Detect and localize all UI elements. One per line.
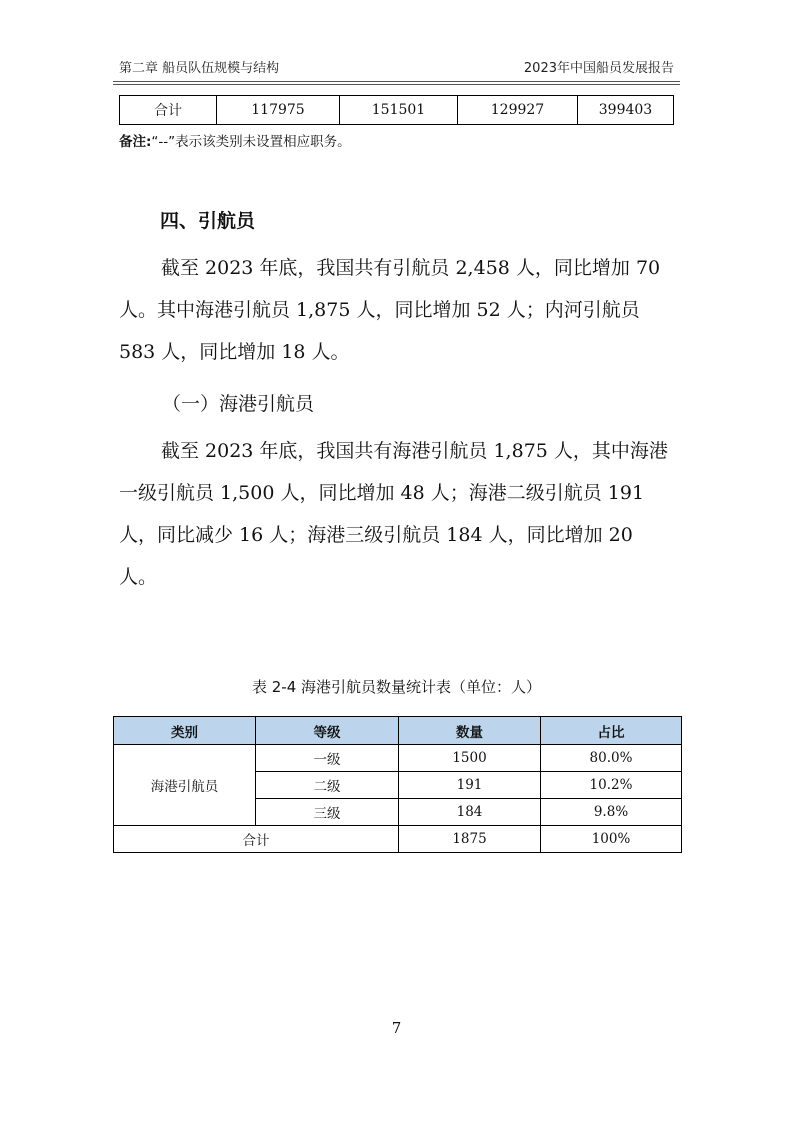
note-text: “--”表示该类别未设置相应职务。 <box>151 134 351 150</box>
subsection-heading: （一）海港引航员 <box>162 393 315 415</box>
header-count: 数量 <box>399 717 541 745</box>
paragraph <box>119 247 674 373</box>
count-cell: 184 <box>399 799 541 826</box>
header-rule <box>113 84 680 85</box>
table-cell: 129927 <box>458 96 578 125</box>
count-cell: 191 <box>399 772 541 799</box>
table-note <box>119 130 351 150</box>
section-heading: 四、引航员 <box>160 210 256 232</box>
table-header-row <box>114 717 682 745</box>
table-cell: 合计 <box>120 96 217 125</box>
running-header-report-title: 2023年中国船员发展报告 <box>523 61 674 76</box>
header-share: 占比 <box>541 717 682 745</box>
paragraph-text: 截至 2023 年底，我国共有引航员 2,458 人，同比增加 70 人。其中海港引航员 1,875 人，同比增加 52 人；内河引航员 583 人，同比增加 18 人。 <box>119 257 661 363</box>
table-cell: 117975 <box>217 96 340 125</box>
header-category: 类别 <box>114 717 256 745</box>
table-caption: 表 2-4 海港引航员数量统计表（单位：人） <box>251 678 542 696</box>
paragraph-text: 截至 2023 年底，我国共有海港引航员 1,875 人，其中海港一级引航员 1,500 人，同比增加 48 人；海港二级引航员 191 人，同比减少 16 人；海港三级引航员 184 人，同比增加 20 人。 <box>119 440 668 588</box>
level-cell: 一级 <box>256 745 399 772</box>
pilot-statistics-table <box>113 716 682 853</box>
total-label-cell: 合计 <box>114 826 399 853</box>
table-total-row <box>114 826 682 853</box>
count-cell: 1500 <box>399 745 541 772</box>
table-row <box>114 745 682 772</box>
table-row <box>120 96 674 125</box>
header-rule <box>113 81 680 82</box>
share-cell: 10.2% <box>541 772 682 799</box>
level-cell: 三级 <box>256 799 399 826</box>
level-cell: 二级 <box>256 772 399 799</box>
table-cell: 151501 <box>340 96 458 125</box>
share-cell: 80.0% <box>541 745 682 772</box>
category-cell: 海港引航员 <box>114 745 256 826</box>
page-number: 7 <box>391 1019 402 1037</box>
running-header-chapter: 第二章 船员队伍规模与结构 <box>119 61 280 76</box>
total-share-cell: 100% <box>541 826 682 853</box>
total-count-cell: 1875 <box>399 826 541 853</box>
header-level: 等级 <box>256 717 399 745</box>
share-cell: 9.8% <box>541 799 682 826</box>
note-label: 备注: <box>119 134 152 150</box>
table-cell: 399403 <box>578 96 674 125</box>
paragraph <box>119 430 674 598</box>
previous-table-total-row <box>119 95 674 125</box>
